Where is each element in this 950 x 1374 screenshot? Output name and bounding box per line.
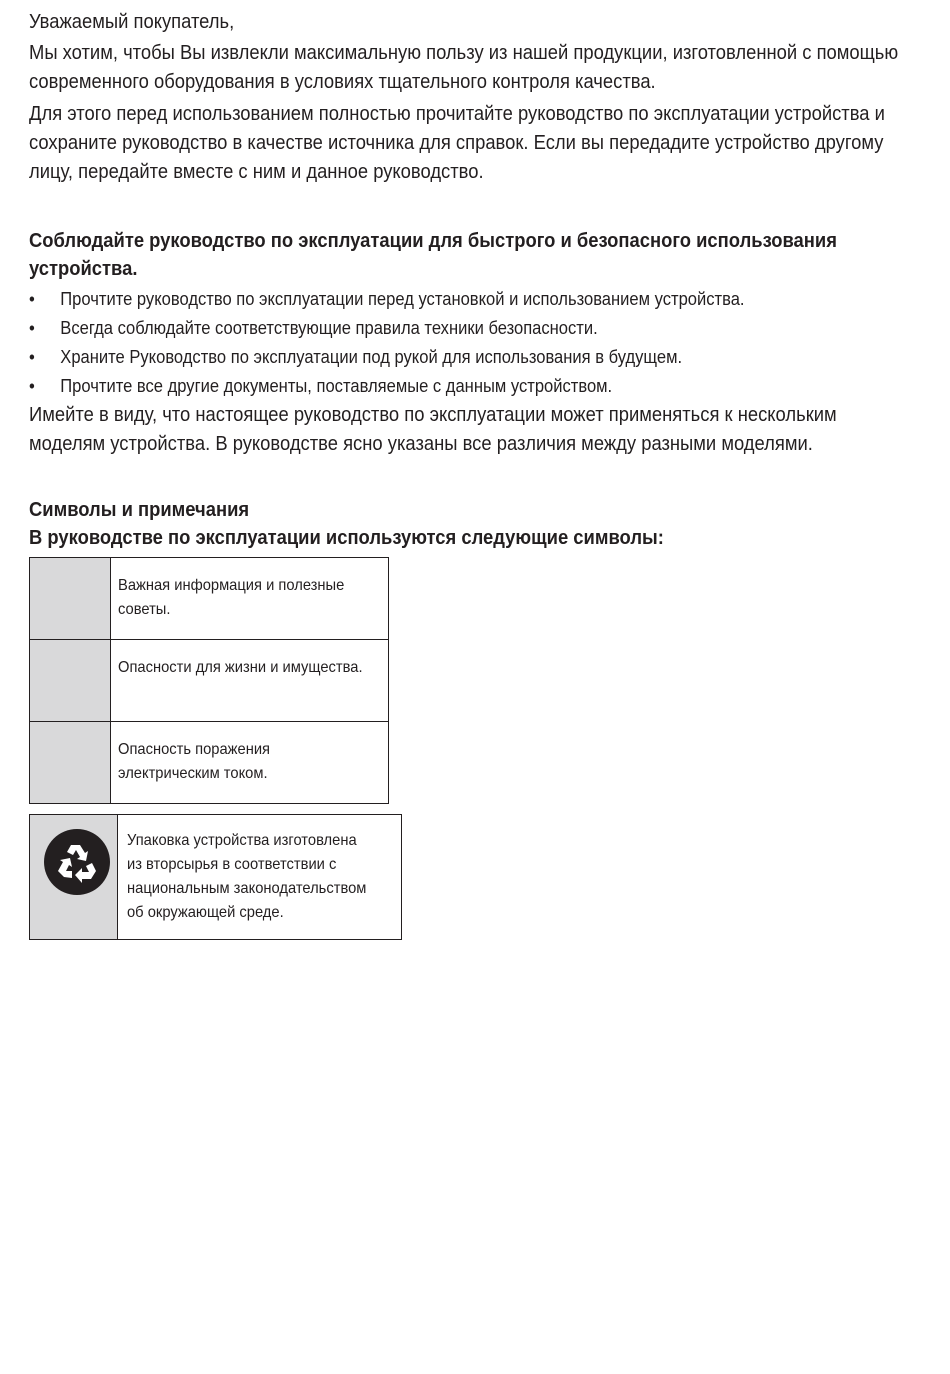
- recycle-table: [29, 814, 402, 940]
- info-symbol-cell: [30, 558, 111, 640]
- table-row: [30, 815, 402, 940]
- list-item: • Храните Руководство по эксплуатации под рукой для использования в будущем.: [29, 343, 934, 372]
- electric-symbol-text: Опасность поражения электрическим током.: [118, 741, 271, 782]
- symbols-heading: Символы и примечания: [29, 499, 250, 521]
- danger-symbol-text: Опасности для жизни и имущества.: [118, 659, 363, 676]
- recycle-text: Упаковка устройства изготовлена из вторсырья в соответствии с национальным законодательством об окружающей среде.: [127, 832, 367, 921]
- list-item: • Прочтите все другие документы, поставляемые с данным устройством.: [29, 372, 934, 401]
- table-row: [30, 640, 389, 722]
- symbols-table: [29, 557, 389, 804]
- intro-paragraph-1: Мы хотим, чтобы Вы извлекли максимальную пользу из нашей продукции, изготовленной с помощью современного оборудования в условиях тщательного контроля качества.: [29, 42, 899, 93]
- manual-page: [29, 8, 909, 940]
- danger-symbol-cell: [30, 640, 111, 722]
- follow-manual-heading: Соблюдайте руководство по эксплуатации для быстрого и безопасного использования устройства.: [29, 230, 837, 280]
- bullet-icon: •: [29, 347, 35, 367]
- bullet-icon: •: [29, 376, 35, 396]
- instructions-list: [29, 285, 909, 401]
- recycle-icon: [44, 829, 110, 895]
- greeting: Уважаемый покупатель,: [29, 11, 235, 33]
- symbols-subheading: В руководстве по эксплуатации используются следующие символы:: [29, 527, 664, 549]
- info-symbol-text: Важная информация и полезные советы.: [118, 577, 345, 618]
- list-item: • Прочтите руководство по эксплуатации перед установкой и использованием устройства.: [29, 285, 934, 314]
- table-row: [30, 722, 389, 804]
- bullet-icon: •: [29, 289, 35, 309]
- electric-symbol-cell: [30, 722, 111, 804]
- table-row: [30, 558, 389, 640]
- intro-paragraph-2: Для этого перед использованием полностью прочитайте руководство по эксплуатации устройства и сохраните руководство в качестве источника для справок. Если вы передадите устройство другому лицу, передайте вместе с ним и данное руководство.: [29, 103, 885, 183]
- bullet-icon: •: [29, 318, 35, 338]
- models-note: Имейте в виду, что настоящее руководство по эксплуатации может применяться к нескольким моделям устройства. В руководстве ясно указаны все различия между разными моделями.: [29, 404, 837, 455]
- recycle-cell: [30, 815, 118, 940]
- list-item: • Всегда соблюдайте соответствующие правила техники безопасности.: [29, 314, 934, 343]
